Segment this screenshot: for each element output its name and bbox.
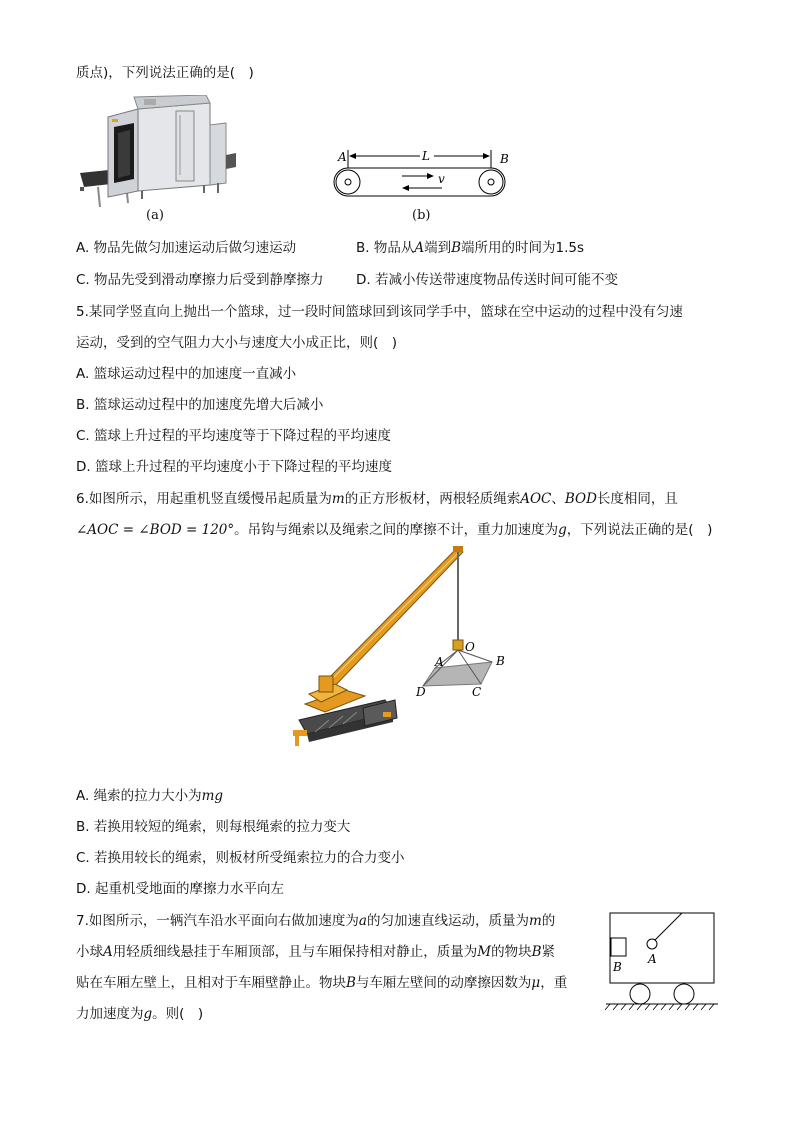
q7-stem-line2: 小球A用轻质细线悬挂于车厢顶部，且与车厢保持相对静止，质量为M的物块B紧 [76, 944, 555, 960]
q7-stem-line3: 贴在车厢左壁上，且相对于车厢壁静止。物块B与车厢左壁间的动摩擦因数为μ，重 [76, 975, 568, 991]
q6-option-b: B. 若换用较短的绳索，则每根绳索的拉力变大 [76, 819, 351, 835]
cart-label-a: A [648, 952, 657, 966]
q7-stem-line1: 7.如图所示，一辆汽车沿水平面向右做加速度为a的匀加速直线运动，质量为m的 [76, 913, 556, 929]
q4-option-b: B. 物品从A端到B端所用的时间为1.5s [356, 240, 585, 256]
fig-b-label-l: L [422, 149, 430, 163]
fig-b-label-b: B [500, 152, 509, 166]
fig-b-label-a: A [338, 150, 347, 164]
conveyor-belt-figure [330, 146, 515, 204]
q5-stem-line2: 运动，受到的空气阻力大小与速度大小成正比，则( ) [76, 335, 398, 351]
fig-a-caption: (a) [146, 208, 164, 223]
crane-label-o: O [465, 640, 475, 654]
cart-figure [604, 910, 720, 1016]
q6-option-c: C. 若换用较长的绳索，则板材所受绳索拉力的合力变小 [76, 850, 405, 866]
crane-label-d: D [416, 685, 426, 699]
q7-stem-line4: 力加速度为g。则( ) [76, 1006, 204, 1022]
q5-option-a: A. 篮球运动过程中的加速度一直减小 [76, 366, 297, 382]
crane-label-c: C [472, 685, 482, 699]
q5-option-c: C. 篮球上升过程的平均速度等于下降过程的平均速度 [76, 428, 392, 444]
crane-label-b: B [496, 654, 505, 668]
fig-b-label-v: v [438, 172, 445, 186]
crane-label-a: A [435, 655, 444, 669]
q6-stem-line2: ∠AOC = ∠BOD = 120°。吊钩与绳索以及绳索之间的摩擦不计，重力加速度为g，下列说法正确的是( ) [76, 522, 713, 538]
q5-option-b: B. 篮球运动过程中的加速度先增大后减小 [76, 397, 324, 413]
q5-stem-line1: 5.某同学竖直向上抛出一个篮球，过一段时间篮球回到该同学手中，篮球在空中运动的过程中没有匀速 [76, 304, 683, 320]
q6-stem-line1: 6.如图所示，用起重机竖直缓慢吊起质量为m的正方形板材，两根轻质绳索AOC、BOD长度相同，且 [76, 491, 678, 507]
q6-option-a: A. 绳索的拉力大小为mg [76, 788, 224, 804]
crane-figure [285, 544, 525, 754]
q4-option-a: A. 物品先做匀加速运动后做匀速运动 [76, 240, 297, 256]
q4-stem-tail: 质点)，下列说法正确的是( ) [76, 65, 254, 81]
q5-option-d: D. 篮球上升过程的平均速度小于下降过程的平均速度 [76, 459, 392, 475]
q6-option-d: D. 起重机受地面的摩擦力水平向左 [76, 881, 284, 897]
fig-b-caption: (b) [412, 208, 431, 223]
q4-option-d: D. 若减小传送带速度物品传送时间可能不变 [356, 272, 618, 288]
xray-scanner-figure [78, 95, 238, 213]
cart-label-b: B [613, 960, 622, 974]
q4-option-c: C. 物品先受到滑动摩擦力后受到静摩擦力 [76, 272, 324, 288]
